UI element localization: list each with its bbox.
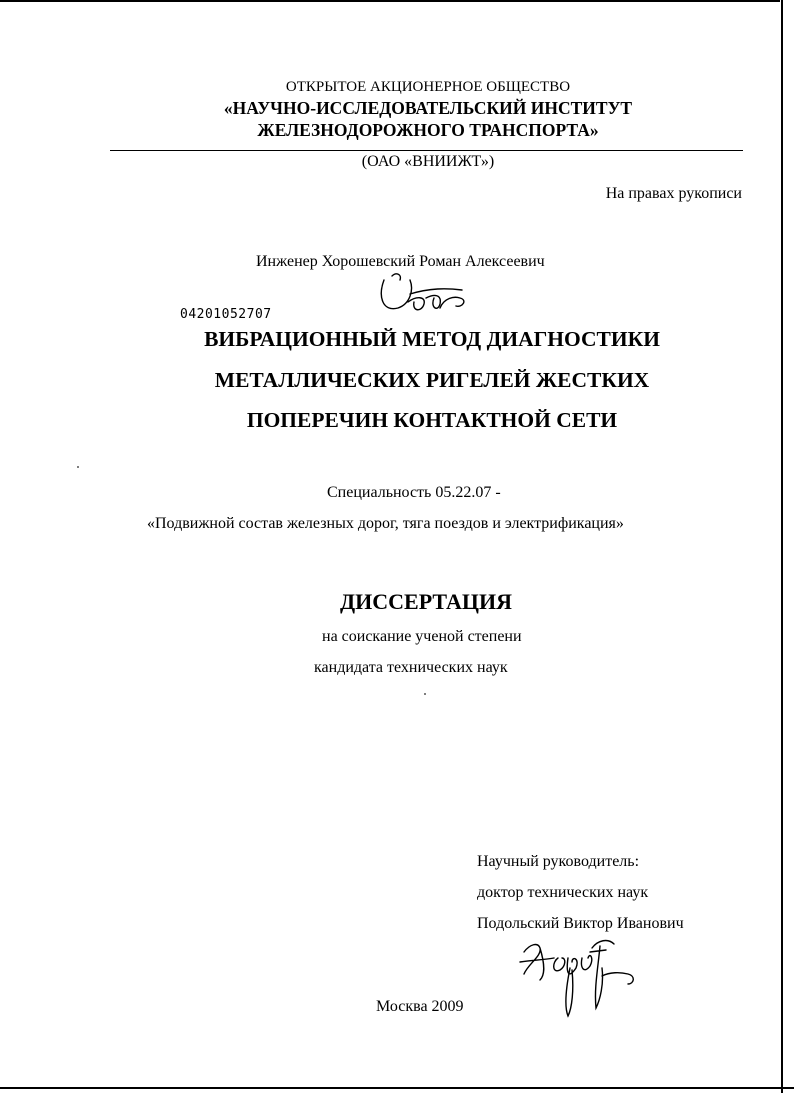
title-line-2: МЕТАЛЛИЧЕСКИХ РИГЕЛЕЙ ЖЕСТКИХ [214,368,650,392]
organization-name-line-1: «НАУЧНО-ИССЛЕДОВАТЕЛЬСКИЙ ИНСТИТУТ [223,98,633,118]
scan-border-bottom [0,1087,794,1089]
header-rule [110,150,743,151]
title-line-3: ПОПЕРЕЧИН КОНТАКТНОЙ СЕТИ [246,408,618,432]
author-name: Инженер Хорошевский Роман Алексеевич [256,253,545,270]
specialty-name: «Подвижной состав железных дорог, тяга поездов и электрификация» [147,515,624,532]
city-year: Москва 2009 [376,998,464,1015]
scan-speck [424,693,426,695]
supervisor-name: Подольский Виктор Иванович [477,915,684,932]
scan-border-top [0,0,780,2]
supervisor-label: Научный руководитель: [477,853,640,870]
scan-speck [77,466,79,468]
organization-name-line-2: ЖЕЛЕЗНОДОРОЖНОГО ТРАНСПОРТА» [257,120,599,140]
registration-number: 04201052707 [180,307,272,322]
author-signature-icon [370,268,480,323]
supervisor-degree: доктор технических наук [477,884,649,901]
document-type: ДИССЕРТАЦИЯ [340,589,512,614]
organization-type: ОТКРЫТОЕ АКЦИОНЕРНОЕ ОБЩЕСТВО [285,79,571,95]
degree-line-1: на соискание ученой степени [322,628,522,645]
rights-note: На правах рукописи [605,185,742,202]
degree-line-2: кандидата технических наук [314,659,508,676]
title-line-1: ВИБРАЦИОННЫЙ МЕТОД ДИАГНОСТИКИ [204,327,660,351]
organization-abbreviation: (ОАО «ВНИИЖТ») [361,153,495,170]
supervisor-signature-icon [510,928,650,1023]
specialty-code: Специальность 05.22.07 - [327,484,501,501]
scan-border-right [781,0,783,1093]
